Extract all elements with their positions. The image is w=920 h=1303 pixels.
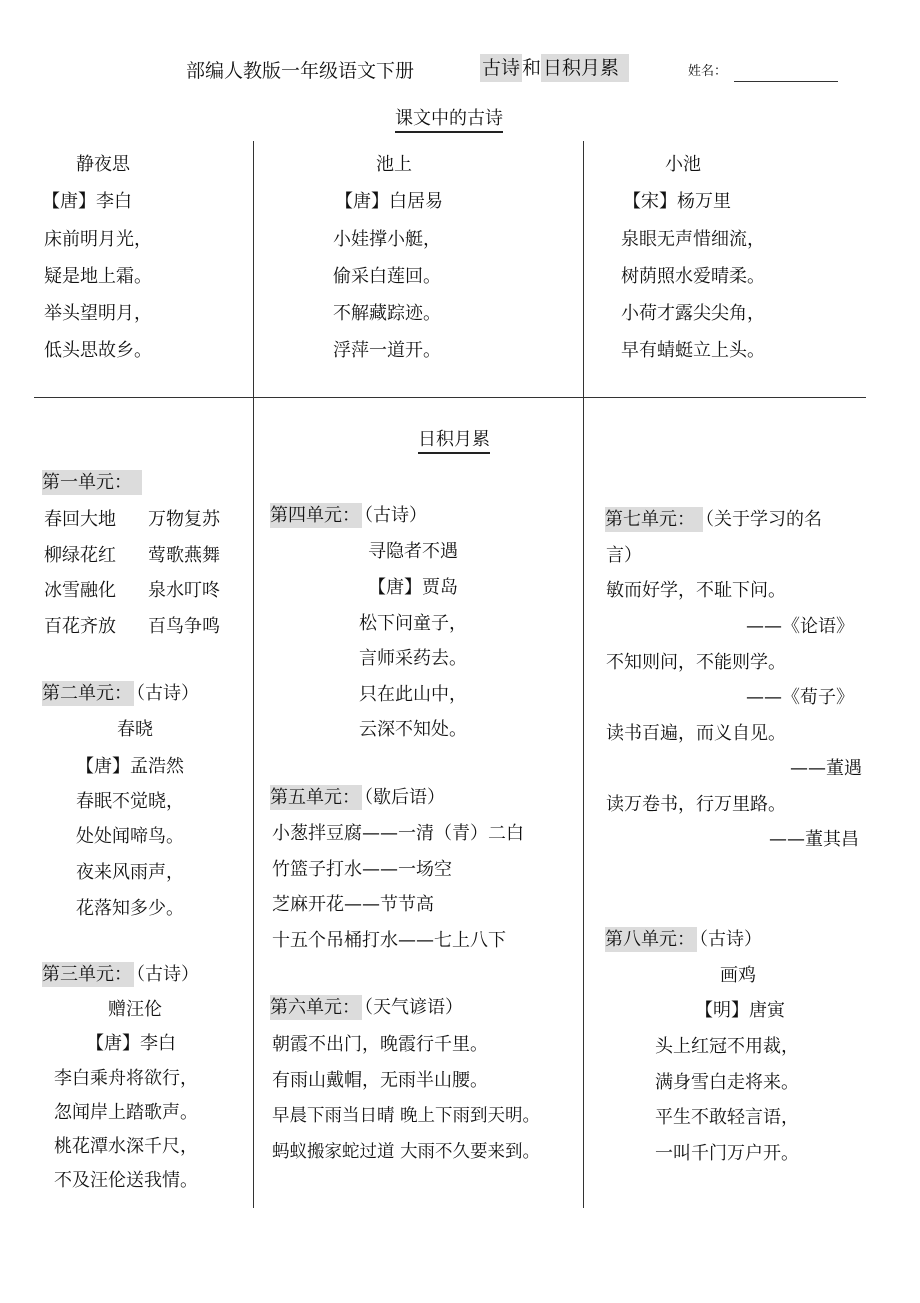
poem-line: 头上红冠不用裁， [655,1036,799,1057]
unit-note: （关于学习的名 [705,509,822,530]
idiom: 万物复苏 [148,509,220,530]
poem-line: 春眠不觉晓， [76,791,184,812]
proverb: 朝霞不出门，晚霞行千里。 [272,1034,488,1055]
xiehouyu: 十五个吊桶打水——七上八下 [272,930,506,951]
poem-line: 桃花潭水深千尺， [54,1136,198,1157]
poem-author: 【唐】贾岛 [368,577,458,598]
poem-line: 满身雪白走将来。 [655,1072,799,1093]
unit-heading [42,472,142,494]
poem-line: 云深不知处。 [359,719,467,740]
poem-line: 泉眼无声惜细流， [621,229,765,250]
idiom: 百花齐放 [44,616,116,637]
section-title-poems: 课文中的古诗 [395,108,503,133]
unit-label: 第一单元： [42,470,142,495]
unit-note: （古诗） [136,964,199,985]
poem-author: 【唐】李白 [42,191,132,212]
unit-label: 第二单元： [42,683,132,704]
title-tags [480,56,629,80]
unit-note: （古诗） [699,929,762,950]
unit-label: 第四单元： [270,505,360,526]
unit-heading [270,787,445,809]
poem-line: 低头思故乡。 [44,340,152,361]
name-label: 姓名： [688,64,728,79]
idiom: 柳绿花红 [44,545,116,566]
poem-line: 树荫照水爱晴柔。 [621,266,765,287]
quote-text: 不知则问，不能则学。 [606,652,786,673]
poem-line: 举头望明月， [44,303,152,324]
section-title-rijiyuelei: 日积月累 [418,429,490,454]
poem-title: 春晓 [117,719,153,740]
poem-author: 【唐】白居易 [335,191,443,212]
proverb: 早晨下雨当日晴 晚上下雨到天明。 [272,1106,541,1126]
tag-rijiyuelei: 日积月累 [541,54,629,82]
unit-label: 第八单元： [605,929,695,950]
unit-heading [270,505,427,527]
poem-line: 不解藏踪迹。 [333,303,441,324]
quote-source: ——《荀子》 [746,687,854,708]
name-blank-line [734,81,838,82]
poem-line: 忽闻岸上踏歌声。 [54,1102,198,1123]
unit-note: （天气谚语） [364,997,463,1018]
poem-line: 不及汪伦送我情。 [54,1170,198,1191]
unit-label: 第五单元： [270,787,360,808]
idiom: 莺歌燕舞 [148,545,220,566]
unit-note-continued: 言） [606,545,642,566]
poem-line: 李白乘舟将欲行， [54,1068,198,1089]
poem-title: 静夜思 [76,154,130,175]
column-divider-left [253,141,254,1208]
poem-line: 床前明月光， [44,229,152,250]
proverb: 有雨山戴帽，无雨半山腰。 [272,1070,488,1091]
poem-line: 夜来风雨声， [76,862,184,883]
poem-title: 赠汪伦 [108,999,162,1020]
tag-conj: 和 [522,57,542,79]
unit-heading [605,509,822,531]
idiom: 泉水叮咚 [148,580,220,601]
unit-heading [42,683,199,705]
unit-note: （古诗） [364,505,427,526]
poem-line: 只在此山中， [359,684,467,705]
poem-line: 花落知多少。 [76,898,184,919]
quote-text: 读万卷书，行万里路。 [606,794,786,815]
unit-note: （歇后语） [364,787,445,808]
quote-source: ——董遇 [790,758,862,779]
poem-author: 【唐】孟浩然 [76,756,184,777]
unit-note: （古诗） [136,683,199,704]
unit-heading [42,964,199,986]
poem-line: 松下问童子， [359,613,467,634]
quote-source: ——董其昌 [769,829,859,850]
unit-heading [270,997,463,1019]
poem-line: 早有蜻蜓立上头。 [621,340,765,361]
poem-title: 画鸡 [720,965,756,986]
page-title [186,59,414,83]
quote-text: 读书百遍，而义自见。 [606,723,786,744]
poem-line: 偷采白莲回。 [333,266,441,287]
poem-line: 平生不敢轻言语， [655,1107,799,1128]
poem-line: 疑是地上霜。 [44,266,152,287]
poem-line: 小娃撑小艇， [333,229,441,250]
poem-line: 言师采药去。 [359,648,467,669]
unit-heading [605,929,762,951]
proverb: 蚂蚁搬家蛇过道 大雨不久要来到。 [272,1142,541,1162]
poem-author: 【明】唐寅 [695,1000,785,1021]
column-divider-right [583,141,584,1208]
poem-title: 寻隐者不遇 [368,541,458,562]
idiom: 春回大地 [44,509,116,530]
poem-author: 【宋】杨万里 [623,191,731,212]
unit-label: 第六单元： [270,997,360,1018]
xiehouyu: 竹篮子打水——一场空 [272,859,452,880]
unit-label: 第七单元： [605,507,703,532]
quote-text: 敏而好学，不耻下问。 [606,580,786,601]
xiehouyu: 芝麻开花——节节高 [272,894,434,915]
idiom: 百鸟争鸣 [148,616,220,637]
tag-gushi: 古诗 [480,54,522,82]
poem-line: 处处闻啼鸟。 [76,826,184,847]
idiom: 冰雪融化 [44,580,116,601]
poem-title: 小池 [665,154,701,175]
unit-label: 第三单元： [42,964,132,985]
poem-line: 一叫千门万户开。 [655,1143,799,1164]
quote-source: ——《论语》 [746,616,854,637]
poem-line: 小荷才露尖尖角， [621,303,765,324]
poem-line: 浮萍一道开。 [333,340,441,361]
title-text: 部编人教版一年级语文下册 [186,60,415,82]
poem-title: 池上 [376,154,412,175]
section-divider [34,397,866,398]
poem-author: 【唐】李白 [86,1033,176,1054]
xiehouyu: 小葱拌豆腐——一清（青）二白 [272,823,524,844]
